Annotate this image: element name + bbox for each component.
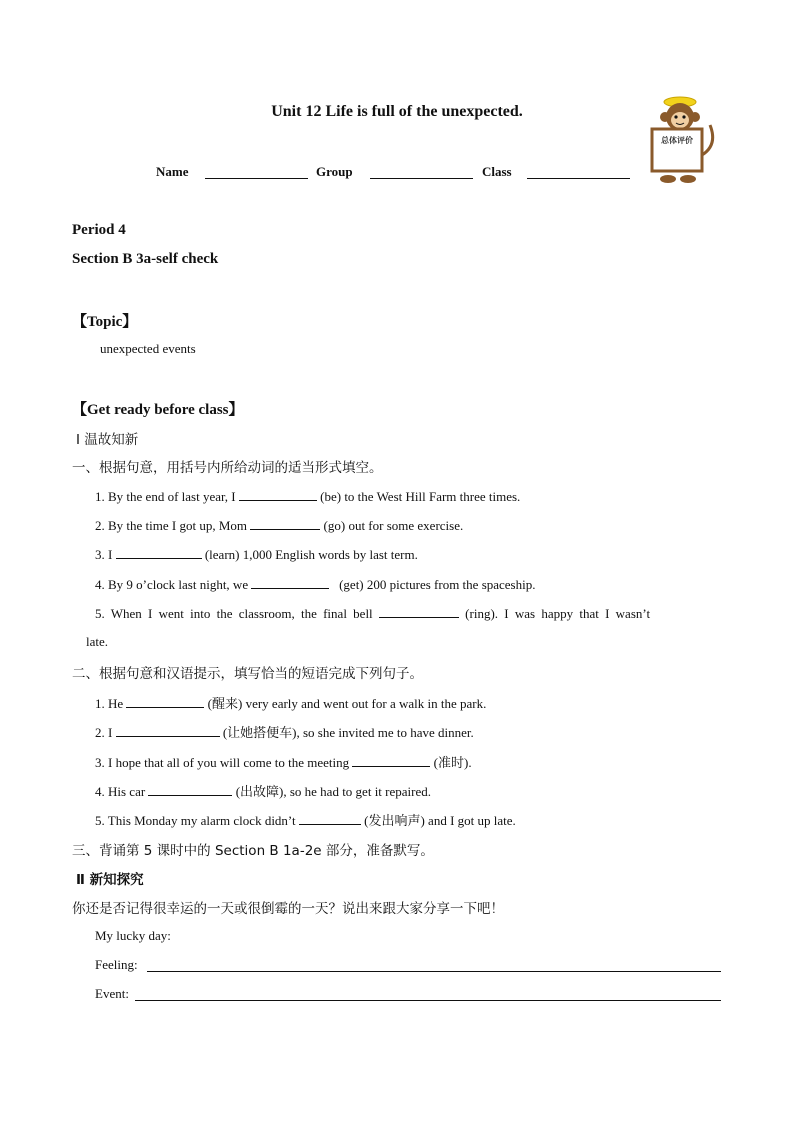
topic-heading: 【Topic】 [72,314,138,330]
q2-item-5: 5. This Monday my alarm clock didn’t (发出响声) and I got up late. [95,813,516,828]
class-field[interactable] [527,166,630,179]
lucky-day-label: My lucky day: [95,928,171,943]
q2-item-2: 2. I (让她搭便车), so she invited me to have dinner. [95,725,474,740]
feeling-label: Feeling: [95,957,138,972]
q1-item-2: 2. By the time I got up, Mom (go) out for some exercise. [95,518,464,533]
q1-title: 一、根据句意，用括号内所给动词的适当形式填空。 [72,460,383,476]
group-field[interactable] [370,166,473,179]
page-title: Unit 12 Life is full of the unexpected. [271,103,523,120]
answer-blank[interactable] [379,605,459,618]
get-ready-heading: 【Get ready before class】 [72,402,244,418]
answer-blank[interactable] [116,724,220,737]
part2-heading: Ⅱ 新知探究 [76,872,144,888]
part1-heading: Ⅰ 温故知新 [76,432,139,448]
q2-item-1: 1. He (醒来) very early and went out for a walk in the park. [95,696,487,711]
feeling-answer-line[interactable] [147,971,721,972]
section-label: Section B 3a-self check [72,251,219,267]
share-prompt: 你还是否记得很幸运的一天或很倒霉的一天？说出来跟大家分享一下吧！ [72,901,504,917]
q1-item-3: 3. I (learn) 1,000 English words by last term. [95,547,418,562]
answer-blank[interactable] [251,576,329,589]
q2-item-3: 3. I hope that all of you will come to the meeting (准时). [95,755,472,770]
q1-item-1: 1. By the end of last year, I (be) to the West Hill Farm three times. [95,489,521,504]
q1-item-4: 4. By 9 o’clock last night, we (get) 200 pictures from the spaceship. [95,577,536,592]
group-label: Group [316,164,353,179]
q3-title: 三、背诵第 5 课时中的 Section B 1a-2e 部分，准备默写。 [72,843,434,859]
answer-blank[interactable] [148,783,232,796]
q1-item-5: 5. When I went into the classroom, the final bell (ring). I was happy that I wasn’t [95,606,651,621]
class-label: Class [482,164,512,179]
event-label: Event: [95,986,129,1001]
q1-item-5-continued: late. [86,634,109,649]
answer-blank[interactable] [250,517,320,530]
evaluation-badge-text: 总体评价 [661,136,693,145]
answer-blank[interactable] [299,812,361,825]
answer-blank[interactable] [116,546,202,559]
event-answer-line[interactable] [135,1000,721,1001]
name-field[interactable] [205,166,308,179]
topic-text: unexpected events [100,341,196,356]
name-label: Name [156,164,189,179]
answer-blank[interactable] [352,754,430,767]
q2-item-4: 4. His car (出故障), so he had to get it repaired. [95,784,431,799]
q2-title: 二、根据句意和汉语提示，填写恰当的短语完成下列句子。 [72,666,423,682]
period-label: Period 4 [72,222,126,238]
monkey-mascot-icon [640,95,720,187]
answer-blank[interactable] [126,695,204,708]
answer-blank[interactable] [239,488,317,501]
